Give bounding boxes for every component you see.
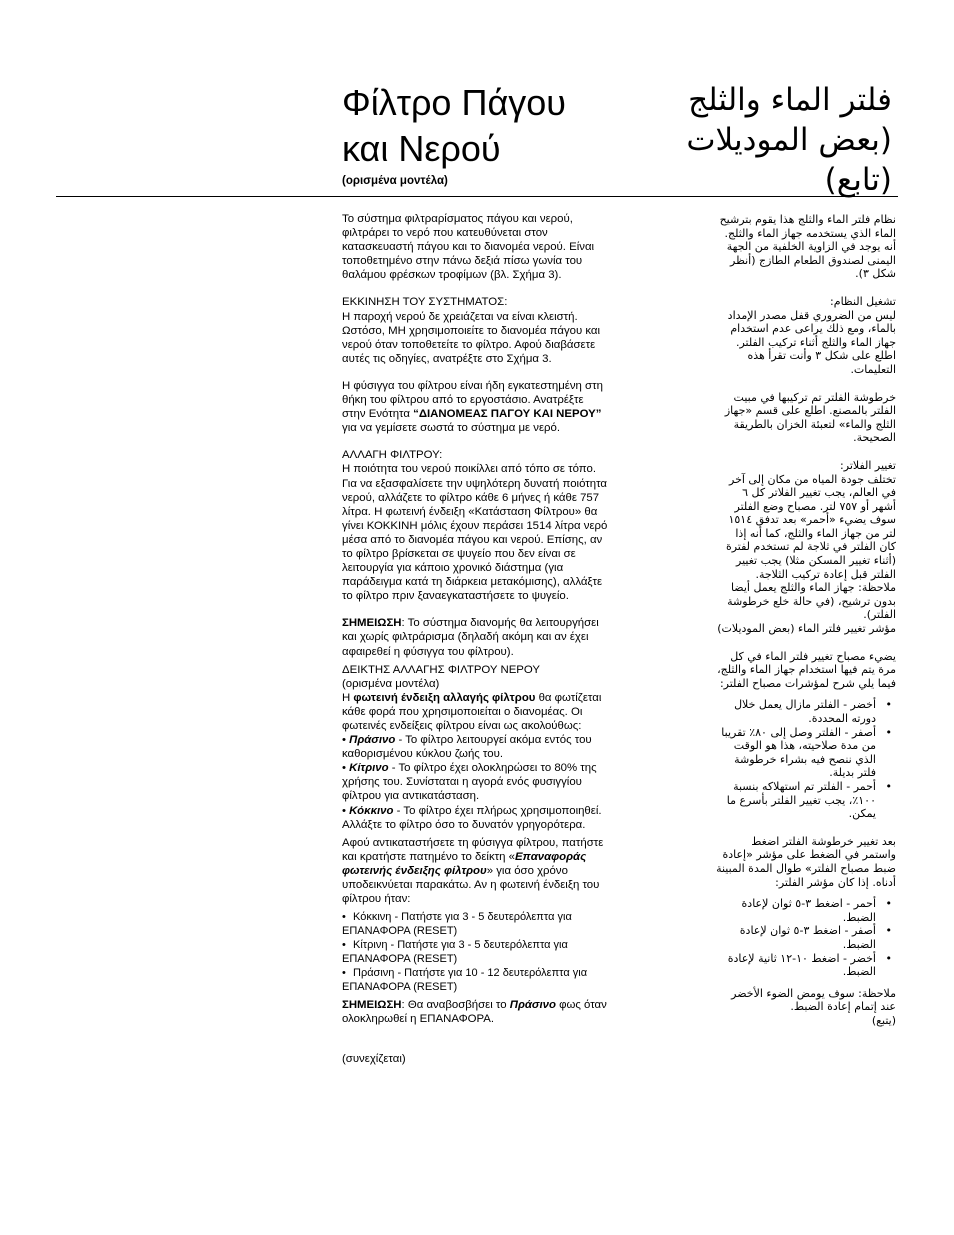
list-item: • أخضر - اضغط ١٠-١٢ ثانية لإعادة الضبط. — [727, 951, 892, 979]
greek-reset-paragraph: Αφού αντικαταστήσετε τη φύσιγγα φίλτρου, πατήστε και κρατήστε πατημένο το δείκτη «Επαναφοράς φωτεινής ένδειξης φίλτρου» για όσο χρόνο υποδεικνύεται παρακάτω. Αν η φωτεινή ένδειξη του φίλτρου ήταν: — [342, 836, 604, 906]
greek-startup-paragraph: Η παροχή νερού δε χρειάζεται να είναι κλειστή. Ωστόσο, ΜΗ χρησιμοποιείτε το διανομέα πάγου και νερού όταν τοποθετείτε το φίλτρο. Αφού διαβάσετε αυτές τις οδηγίες, ανατρέξτε στο Σχήμα 3. — [342, 310, 601, 365]
arabic-reset-list — [716, 897, 896, 979]
list-item: • أصفر - الفلتر وصل إلى ٨٠٪ تقريبا من مدة صلاحيته، هذا هو الوقت الذي ننصح فيه بشراء خرطوشة فلتر بديلة. — [721, 725, 892, 780]
greek-note-2: ΣΗΜΕΙΩΣΗ: Θα αναβοσβήσει το Πράσινο φως όταν ολοκληρωθεί η ΕΠΑΝΑΦΟΡΑ. — [342, 999, 607, 1026]
note-label: ΣΗΜΕΙΩΣΗ — [342, 617, 402, 630]
dispenser-section-reference: “ΔΙΑΝΟΜΕΑΣ ΠΑΓΟΥ ΚΑΙ ΝΕΡΟΥ” — [413, 408, 602, 421]
arabic-intro-paragraph: نظام فلتر الماء والثلج هذا يقوم بترشيح الماء الذي يستخدمه جهاز الماء والثلج. أنه يوجد في الزاوية الخلفية من الجهة اليمنى لصندوق الطعام الطازج (أنظر شكل ٣). — [719, 213, 896, 281]
arabic-lights-list — [716, 698, 896, 820]
greek-intro-paragraph: Το σύστημα φιλτραρίσματος πάγου και νερού, φιλτράρει το νερό που κατευθύνεται στον κατασκευαστή πάγου και το διανομέα νερού. Είναι τοποθετημένο στην πάνω δεξιά πίσω γωνία του θαλάμου φρέσκων τροφίμων (βλ. Σχήμα 3). — [342, 213, 595, 282]
greek-subtitle: (ορισμένα μοντέλα) — [342, 175, 448, 187]
arabic-cartridge-paragraph: خرطوشة الفلتر تم تركيبها في مبيت الفلتر بالمصنع. اطلع على قسم «جهاز الثلج والماء» لتعبئة الخزان بالطريقة الصحيحة. — [724, 390, 896, 445]
list-item: • أحمر - الفلتر تم استهلاكه بنسبة ١٠٠٪، يجب تغيير الفلتر بأسرع ما يمكن. — [726, 779, 892, 821]
arabic-startup-heading: تشغيل النظام: — [830, 294, 896, 308]
greek-startup-heading: ΕΚΚΙΝΗΣΗ ΤΟΥ ΣΥΣΤΗΜΑΤΟΣ: — [342, 296, 508, 309]
greek-indicator-subheading: (ορισμένα μοντέλα) — [342, 677, 440, 690]
arabic-title-line-3: (تابع) — [824, 162, 892, 198]
list-item: • Πράσινη - Πατήστε για 10 - 12 δευτερόλεπτα για ΕΠΑΝΑΦΟΡΑ (RESET) — [342, 967, 588, 994]
greek-change-heading: ΑΛΛΑΓΗ ΦΙΛΤΡΟΥ: — [342, 449, 443, 462]
greek-column — [342, 212, 610, 1067]
list-item: • Κόκκινη - Πατήστε για 3 - 5 δευτερόλεπτα για ΕΠΑΝΑΦΟΡΑ (RESET) — [342, 911, 572, 938]
greek-page-title: Φίλτρο Πάγου και Νερού — [342, 82, 566, 169]
greek-continued-label: (συνεχίζεται) — [342, 1053, 406, 1066]
arabic-page-title — [602, 80, 892, 200]
list-item: • أحمر - اضغط ٣-٥ ثوان لإعادة الضبط. — [741, 897, 892, 924]
greek-light-yellow: • Κίτρινο - Το φίλτρο έχει ολοκληρώσει το 80% της χρήσης του. Συνίσταται η αγορά ενός φυσιγγίου φίλτρου για αντικατάσταση. — [342, 762, 597, 803]
arabic-note-1: ملاحظة: جهاز الماء والثلج يعمل أيضا بدون ترشيح، (في حالة خلع خرطوشة الفلتر). — [727, 581, 896, 622]
greek-indicator-heading: ΔΕΙΚΤΗΣ ΑΛΛΑΓΗΣ ΦΙΛΤΡΟΥ ΝΕΡΟΥ — [342, 663, 540, 676]
greek-cartridge-paragraph: Η φύσιγγα του φίλτρου είναι ήδη εγκατεστημένη στη θήκη του φίλτρου από το εργοστάσιο. Ανατρέξτε στην Ενότητα “ΔΙΑΝΟΜΕΑΣ ΠΑΓΟΥ ΚΑΙ ΝΕΡΟΥ” για να γεμίσετε σωστά το σύστημα με νερό. — [342, 379, 603, 435]
arabic-reset-paragraph: بعد تغيير خرطوشة الفلتر اضغط واستمر في الضغط على مؤشر «إعادة ضبط مصباح الفلتر» طوال المدة المبينة أدناه. إذا كان مؤشر الفلتر: — [716, 834, 896, 889]
greek-reset-list — [342, 910, 610, 994]
arabic-change-heading: تغيير الفلاتر: — [840, 458, 896, 472]
greek-change-paragraph: Η ποιότητα του νερού ποικίλλει από τόπο σε τόπο. Για να εξασφαλίσετε την υψηλότερη δυνατή ποιότητα νερού, αλλάζετε το φίλτρο κάθε 6 μήνες ή κάθε 757 λίτρα. Η φωτεινή ένδειξη «Κατάσταση Φίλτρου» θα γίνει ΚΟΚΚΙΝΗ μόλις έχουν περάσει 1514 λίτρα νερό μέσα από το διανομέα πάγου και νερού. Επίσης, αν το φίλτρο βρίσκεται σε ψυγείο που δεν είναι σε λειτουργία για κάποιο χρονικό διάστημα (για παράδειγμα κατά τη διάρκεια μετακόμισης), αλλάξτε το φίλτρο πριν ξαναεγκαταστήσετε το ψυγείο. — [342, 463, 608, 603]
arabic-change-paragraph: تختلف جودة المياه من مكان إلى آخر في العالم، يجب تغيير الفلاتر كل ٦ أشهر أو ٧٥٧ لتر. مصباح وضع الفلتر سوف يضيء «أحمر» بعد تدفق ١٥١٤ لتر من جهاز الماء والثلج، كما أنه إذا كان الفلتر في ثلاجة لم تستخدم لفترة (أثناء تغيير المسكن مثلا) يجب تغيير الفلتر قبل إعادة تركيب الثلاجة. — [725, 472, 896, 581]
list-item: • أخضر - الفلتر مازال يعمل خلال دورته المحددة. — [734, 698, 892, 725]
arabic-title-line-1: فلتر الماء والثلج — [688, 82, 892, 118]
greek-note-1: ΣΗΜΕΙΩΣΗ: Το σύστημα διανομής θα λειτουργήσει και χωρίς φιλτράρισμα (δηλαδή ακόμη και αν έχει αφαιρεθεί η φύσιγγα του φίλτρου). — [342, 617, 599, 658]
arabic-column — [716, 213, 896, 1027]
header-divider — [56, 196, 898, 197]
arabic-note-2: ملاحظة: سوف يومض الضوء الأخضر عند إتمام إعادة الضبط. — [731, 986, 896, 1014]
arabic-title-line-2: (بعض الموديلات — [686, 122, 892, 158]
arabic-continued-label: (يتبع) — [871, 1013, 896, 1027]
greek-light-green: • Πράσινο - Το φίλτρο λειτουργεί ακόμα εντός του καθορισμένου κύκλου ζωής του. — [342, 734, 592, 761]
arabic-indicator-heading: مؤشر تغيير فلتر الماء (بعض الموديلات) — [717, 622, 896, 636]
arabic-indicator-paragraph: يضيء مصباح تغيير فلتر الماء في كل مرة يتم فيها استخدام جهاز الماء والثلج، فيما يلي شرح لمؤشرات مصباح الفلتر: — [717, 649, 896, 690]
list-item: • أصفر - اضغط ٣-٥ ثوان لإعادة الضبط. — [739, 924, 892, 951]
list-item: • Κίτρινη - Πατήστε για 3 - 5 δευτερόλεπτα για ΕΠΑΝΑΦΟΡΑ (RESET) — [342, 939, 568, 966]
arabic-startup-paragraph: ليس من الضروري قفل مصدر الإمداد بالماء، ومع ذلك يراعى عدم استخدام جهاز الماء والثلج أثناء تركيب الفلتر. اطلع على شكل ٣ وأنت تقرأ هذه التعليمات. — [727, 308, 896, 376]
greek-indicator-paragraph: Η φωτεινή ένδειξη αλλαγής φίλτρου θα φωτίζεται κάθε φορά που χρησιμοποιείται ο διανομέας. Οι φωτεινές ενδείξεις φίλτρου είναι ως ακολούθως: — [342, 691, 602, 732]
greek-light-red: • Κόκκινο - Το φίλτρο έχει πλήρως χρησιμοποιηθεί. Αλλάξτε το φίλτρο όσο το δυνατόν γρηγορότερα. — [342, 804, 602, 831]
